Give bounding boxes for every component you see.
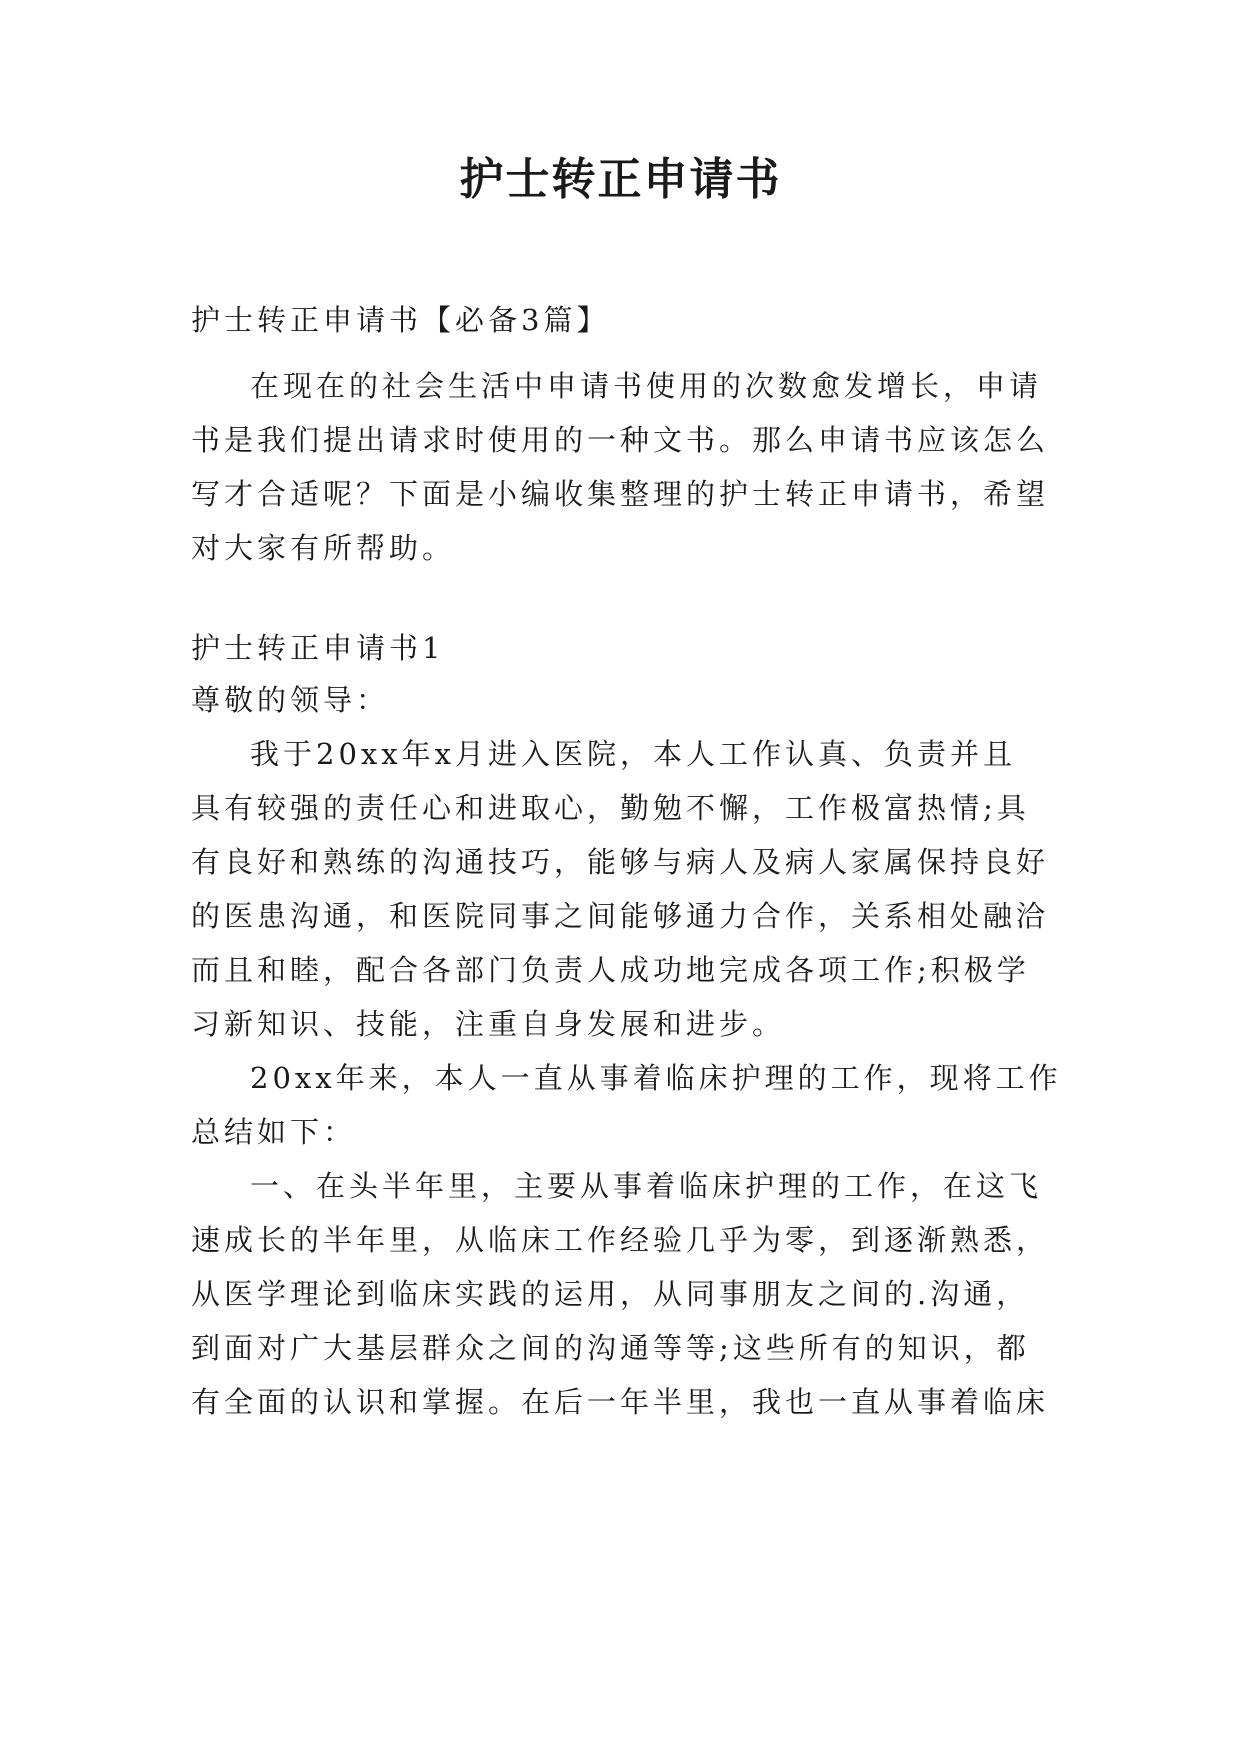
paragraph-line: 总结如下： bbox=[191, 1115, 357, 1149]
intro-line: 在现在的社会生活中申请书使用的次数愈发增长，申请 bbox=[250, 369, 1043, 403]
intro-line: 对大家有所帮助。 bbox=[191, 531, 456, 565]
paragraph-line: 的医患沟通，和医院同事之间能够通力合作，关系相处融洽 bbox=[191, 899, 1050, 933]
paragraph-line: 到面对广大基层群众之间的沟通等等;这些所有的知识，都 bbox=[191, 1331, 1030, 1365]
section-heading: 护士转正申请书1 bbox=[191, 631, 445, 665]
paragraph-line: 一、在头半年里，主要从事着临床护理的工作，在这飞 bbox=[250, 1169, 1043, 1203]
paragraph-line: 而且和睦，配合各部门负责人成功地完成各项工作;积极学 bbox=[191, 953, 1030, 987]
intro-line: 书是我们提出请求时使用的一种文书。那么申请书应该怎么 bbox=[191, 423, 1050, 457]
paragraph-line: 习新知识、技能，注重自身发展和进步。 bbox=[191, 1007, 786, 1041]
document-subtitle: 护士转正申请书【必备3篇】 bbox=[191, 303, 610, 337]
salutation: 尊敬的领导： bbox=[191, 683, 390, 717]
paragraph-line: 从医学理论到临床实践的运用，从同事朋友之间的.沟通， bbox=[191, 1277, 1030, 1311]
paragraph-line: 具有较强的责任心和进取心，勤勉不懈，工作极富热情;具 bbox=[191, 791, 1030, 825]
intro-line: 写才合适呢？下面是小编收集整理的护士转正申请书，希望 bbox=[191, 477, 1050, 511]
paragraph-line: 我于20xx年x月进入医院，本人工作认真、负责并且 bbox=[250, 737, 1016, 771]
document-title: 护士转正申请书 bbox=[459, 154, 782, 205]
paragraph-line: 有良好和熟练的沟通技巧，能够与病人及病人家属保持良好 bbox=[191, 845, 1050, 879]
paragraph-line: 有全面的认识和掌握。在后一年半里，我也一直从事着临床 bbox=[191, 1385, 1050, 1419]
paragraph-line: 速成长的半年里，从临床工作经验几乎为零，到逐渐熟悉， bbox=[191, 1223, 1050, 1257]
paragraph-line: 20xx年来，本人一直从事着临床护理的工作，现将工作 bbox=[250, 1061, 1062, 1095]
